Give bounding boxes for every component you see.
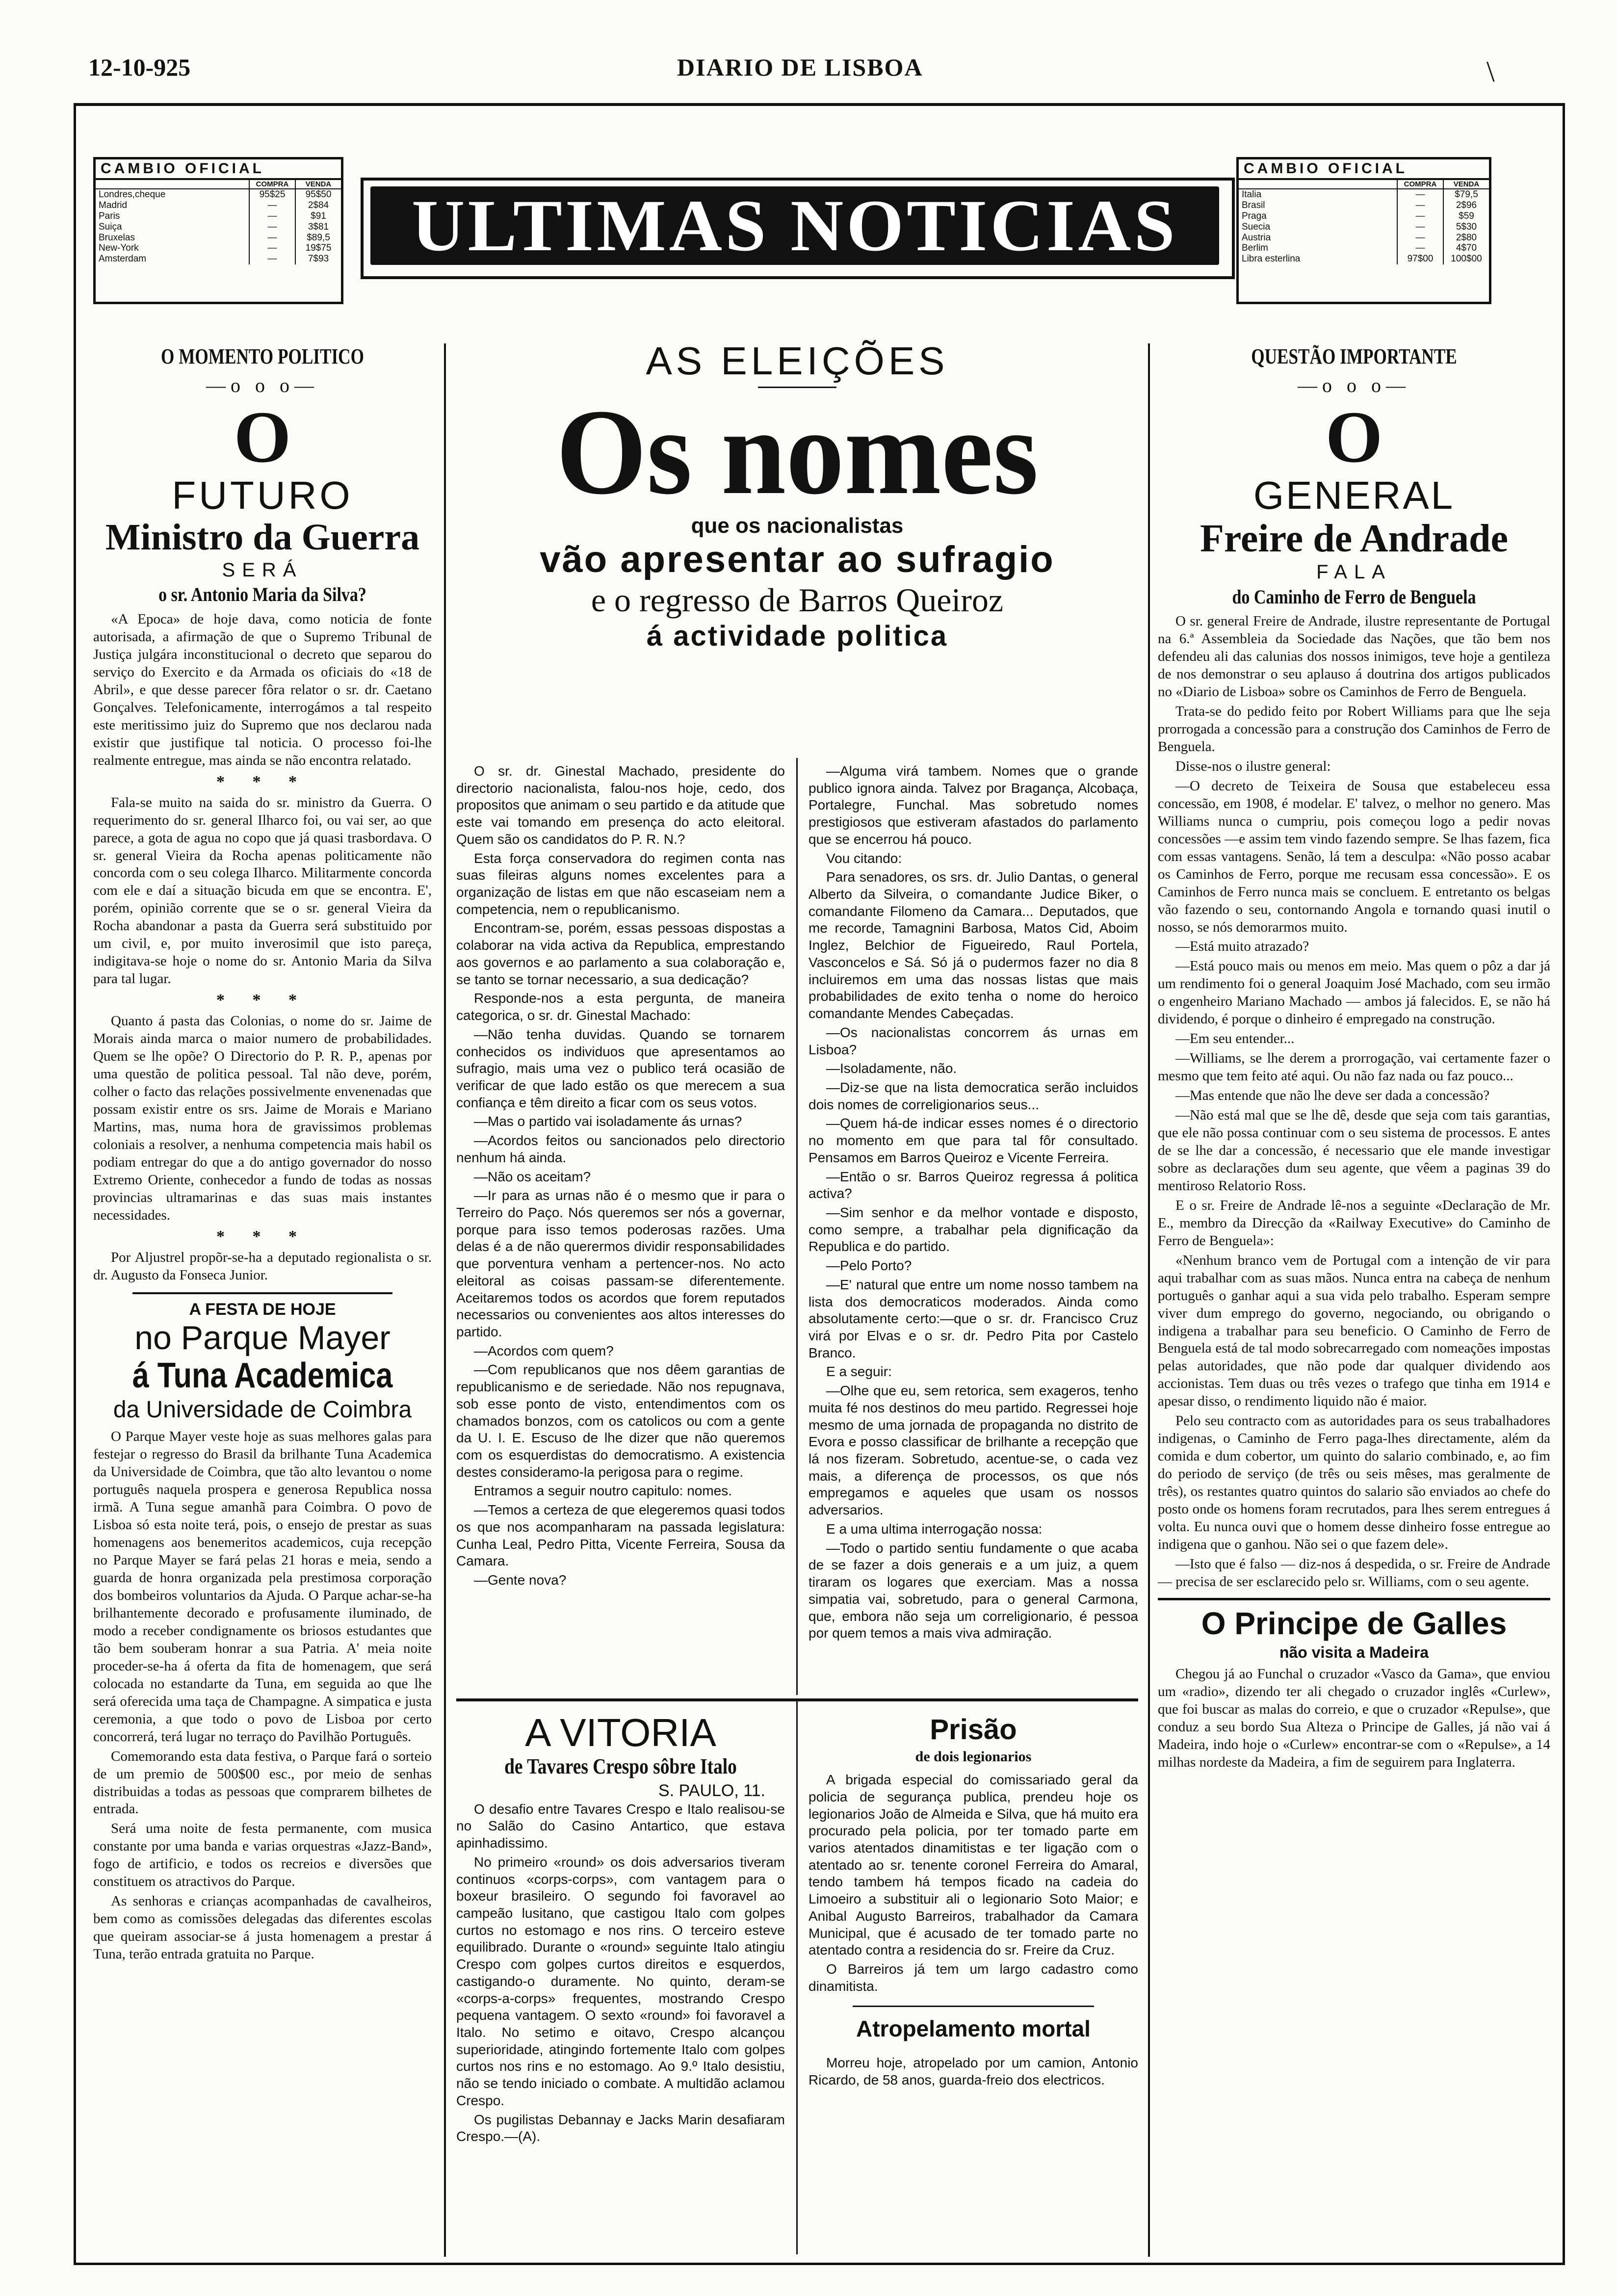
rate-row — [1239, 233, 1489, 243]
left-headline-4: o sr. Antonio Maria da Silva? — [158, 583, 366, 606]
right-separator: —o o o— — [1298, 374, 1410, 396]
center-kicker: AS ELEIÇÕES — [646, 339, 949, 383]
rate-row — [1239, 189, 1489, 200]
exchange-table-left — [93, 157, 343, 304]
paragraph: Disse-nos o ilustre general: — [1175, 758, 1331, 774]
rule-center-hr — [456, 1698, 1138, 1701]
rate-name: Berlim — [1242, 243, 1268, 254]
rate-venda: 2$96 — [1443, 200, 1489, 211]
left-separator: —o o o— — [206, 374, 319, 396]
rate-venda: 2$80 — [1443, 233, 1489, 243]
rate-name: Londres,cheque — [99, 189, 166, 200]
paragraph: —Está pouco mais ou menos em meio. Mas quem o pôz a dar já um rendimento foi o general Joaquim José Machado, com seu irmão o engenheiro Mariano Machado — ambos já falecidos. E, se não há dividendo, é porque o dinheiro é empregado na construção. — [1158, 958, 1550, 1027]
right-headline-4: do Caminho de Ferro de Benguela — [1232, 585, 1476, 608]
rate-name: Amsterdam — [99, 254, 147, 264]
left-column — [93, 343, 432, 1965]
rate-column-header: VENDA — [1443, 180, 1489, 189]
prisao-headline-2: de dois legionarios — [915, 1748, 1032, 1765]
rate-name: Austria — [1242, 232, 1271, 243]
paragraph: «Nenhum branco vem de Portugal com a intenção de vir para aqui trabalhar com as suas mãos. Nunca entra na cabeça de nenhum português o ganhar aqui a sua vida pelo trabalho. Esperam sempre viver dum emprego do governo, negociando, ou obrigando o indigena a trabalhar para seu beneficio. O Caminho de Ferro de Benguela está de tal modo sobrecarregado com nomeações impostas pelas autoridades, que não pode dar qualquer dividendo aos accionistas. Tem duas ou três vezes o trafego que tinha em 1914 e apesar disso, o rendimento liquido não é maior. — [1158, 1252, 1550, 1409]
atropelamento-body — [808, 2055, 1138, 2088]
paragraph: —Olhe que eu, sem retorica, sem exageros, tenho muita fé nos destinos do meu partido. Regressei hoje mesmo de uma jornada de propaganda no distrito de Evora e posso classificar de brilhante a recepção que lá nos fizeram. Sobretudo, acentue-se, o cada vez mais, a diferença de processos, os que nós empregamos e aqueles que usam os nossos adversarios. — [808, 1383, 1138, 1518]
paragraph: —Isoladamente, não. — [826, 1061, 957, 1076]
center-headline-1: que os nacionalistas — [691, 514, 904, 538]
right-headline-3: FALA — [1316, 561, 1392, 583]
rate-row — [1239, 200, 1489, 211]
rate-venda: 7$93 — [295, 254, 341, 264]
paragraph: O desafio entre Tavares Crespo e Italo realisou-se no Salão do Casino Antartico, que estava apinhadissimo. — [456, 1801, 785, 1851]
paragraph: —Em seu entender... — [1175, 1031, 1295, 1047]
rate-column-header: COMPRA — [249, 180, 295, 189]
rate-row — [96, 243, 341, 254]
paragraph: —Quem há-de indicar esses nomes é o directorio no momento em que para tal fôr consultado. Pensamos em Barros Queiroz e Vicente Ferreira. — [808, 1116, 1138, 1165]
left-headline-2: Ministro da Guerra — [105, 517, 420, 558]
rate-compra: — — [249, 243, 295, 254]
vitoria-headline-1: A VITORIA — [525, 1711, 716, 1754]
rate-name: Libra esterlina — [1242, 254, 1301, 264]
paragraph: Será uma noite de festa permanente, com musica constante por uma banda e varias orquestras «Jazz-Band», fogo de artificio, e todos os recreios e diversões que constituem os atractivos do Parque. — [93, 1821, 432, 1890]
paragraph: Pelo seu contracto com as autoridades para os seus trabalhadores indigenas, o Caminho de Ferro paga-lhes directamente, além da comida e dum cobertor, um quinto do salario combinado, e, ao fim do periodo de serviço (de três ou seis mêses, mas geralmente de três), os restantes quatro quintos do salario são enviados ao chefe do posto onde os homens foram recrutados, para lhes serem entregues á volta. Eu nunca ouvi que o homem desse dinheiro fosse entregue ao indigena que o ganhou. Não sei o que fazem dele». — [1158, 1413, 1550, 1552]
prisao-article — [808, 1712, 1138, 2091]
rate-venda: 100$00 — [1443, 254, 1489, 264]
paragraph: —Ir para as urnas não é o mesmo que ir para o Terreiro do Paço. Nós queremos ser nós a governar, porque para isso temos poderosas razões. Uma delas é a de não querermos dividir responsabilidades que porventura venham a pertencer-nos. No acto eleitoral as coisas passam-se diferentemente. Aceitaremos todos os acordos que forem reputados necessarios ou convenientes aos altos interesses do partido. — [456, 1188, 785, 1339]
rate-row — [96, 233, 341, 243]
paragraph: —Não tenha duvidas. Quando se tornarem conhecidos os individuos que apresentamos ao sufragio, mais uma vez o publico terá ocasião de verificar de que lado estão os que merecem a sua confiança e têm direito a ficar com os seus votos. — [456, 1026, 785, 1110]
banner-inner — [370, 186, 1219, 265]
paragraph: Comemorando esta data festiva, o Parque fará o sorteio de um premio de 500$00 esc., por meio de senhas distribuidas a todas as pessoas que comprarem bilhetes de entrada. — [93, 1748, 432, 1817]
frame-left — [74, 106, 76, 2265]
paragraph: Morreu hoje, atropelado por um camion, Antonio Ricardo, de 58 anos, guarda-freio dos electricos. — [808, 2055, 1138, 2088]
rate-compra: — — [1397, 200, 1443, 211]
right-kicker: QUESTÃO IMPORTANTE — [1251, 344, 1457, 368]
right-headline-2: Freire de Andrade — [1200, 517, 1509, 561]
paragraph: —Mas entende que não lhe deve ser dada a concessão? — [1175, 1088, 1490, 1104]
vitoria-headline-2: de Tavares Crespo sôbre Italo — [504, 1754, 737, 1778]
corner-mark: \ — [1487, 55, 1495, 88]
paragraph: Entramos a seguir noutro capitulo: nomes. — [474, 1483, 732, 1499]
galles-headline-2: não visita a Madeira — [1279, 1644, 1429, 1662]
stars-divider: * * * — [216, 1227, 309, 1246]
frame-bottom — [74, 2263, 1565, 2265]
rate-venda: 19$75 — [295, 243, 341, 254]
center-column-1 — [456, 763, 785, 1591]
rate-compra: — — [249, 222, 295, 233]
rate-name: New-York — [99, 243, 139, 254]
rate-name: Suiça — [99, 221, 122, 232]
paragraph: —Alguma virá tambem. Nomes que o grande publico ignora ainda. Talvez por Bragança, Alcobaça, Portalegre, Funchal. Mas sobretudo nomes prestigiosos que estiveram afastados do parlamento que se encerrou há pouco. — [808, 763, 1138, 847]
vitoria-dateline: S. PAULO, 11. — [658, 1781, 765, 1800]
paragraph: Encontram-se, porém, essas pessoas dispostas a colaborar na vida activa da Republica, emprestando aos governos e ao parlamento a sua colaboração e, se tanto se tornar necessario, a sua dedicação? — [456, 920, 785, 987]
paragraph: As senhoras e crianças acompanhadas de cavalheiros, bem como as comissões delegadas das diferentes escolas que queiram associar-se á justa homenagem a prestar á Tuna, terão entrada gratuita no Parque. — [93, 1893, 432, 1962]
paragraph: —Williams, se lhe derem a prorrogação, vai certamente fazer o mesmo que tem feito até aqui. Ou não faz nada ou faz pouco... — [1158, 1050, 1550, 1084]
galles-headline-1: O Principe de Galles — [1201, 1605, 1507, 1641]
vitoria-article — [456, 1712, 785, 2147]
center-headline-2: vão apresentar ao sufragio — [540, 539, 1055, 580]
festa-headline-1: no Parque Mayer — [134, 1319, 391, 1357]
left-headline-1: FUTURO — [172, 473, 353, 518]
paragraph: —Acordos feitos ou sancionados pelo directorio nenhum há ainda. — [456, 1133, 785, 1165]
right-body — [1158, 613, 1550, 1591]
left-paragraph: Quanto á pasta das Colonias, o nome do sr. Jaime de Morais ainda marca o maior numero de probabilidades. Quem se lhe opõe? O Directorio do P. R. P., apenas por uma questão de politica pessoal. Tal não deve, porém, colher o facto das relações possivelmente envenenadas que possam existir entre os srs. Jaime de Morais e Mariano Martins, mas, numa hora de gravissimos problemas coloniais a resolver, a nenhuma competencia mais habil os podiam entregar do que a do antigo governador do nosso Extremo Oriente, conhecedor a fundo de todas as nossas provincias ultramarinas e das suas mais instantes necessidades. — [93, 1013, 432, 1223]
left-headline-3: SERÁ — [222, 559, 303, 581]
rate-row — [96, 222, 341, 233]
banner-title: ULTIMAS NOTICIAS — [412, 185, 1178, 266]
masthead-rule — [74, 103, 1565, 106]
rate-venda: $89,5 — [295, 233, 341, 243]
paragraph: O Barreiros já tem um largo cadastro como dinamitista. — [808, 1961, 1138, 1994]
rate-name: Brasil — [1242, 200, 1265, 211]
right-headline-1: GENERAL — [1253, 473, 1455, 518]
paragraph: —Não está mal que se lhe dê, desde que seja com tais garantias, que ele não possa continuar com o seu sistema de processos. E antes de se lhe dar a concessão, é necessario que ele mande investigar sobre as declarações dum seu agente, que vêem a paginas 39 do mentiroso Relatorio Ross. — [1158, 1107, 1550, 1194]
center-headline — [456, 339, 1138, 652]
paragraph: —Gente nova? — [474, 1572, 567, 1588]
rate-venda: 5$30 — [1443, 222, 1489, 233]
paragraph: —Mas o partido vai isoladamente ás urnas? — [474, 1114, 742, 1129]
paragraph: Chegou já ao Funchal o cruzador «Vasco da Gama», que enviou um «radio», dizendo ter ali chegado o cruzador inglês «Curlew», que foi buscar as malas do correio, e que o cruzador «Repulse», que conduz a seu bordo Sua Alteza o Principe de Galles, já não vai á Madeira, indo hoje o «Curlew» encontrar-se com o «Repulse», a 14 milhas nordeste da Madeira, a fim de seguirem para Inglaterra. — [1158, 1666, 1550, 1770]
rule-center-mid-bottom — [796, 1700, 798, 2254]
paragraph: —Pelo Porto? — [826, 1258, 912, 1274]
paragraph: —Então o sr. Barros Queiroz regressa á politica activa? — [808, 1169, 1138, 1201]
paragraph: —O decreto de Teixeira de Sousa que estabeleceu essa concessão, em 1908, é modelar. E' talvez, o melhor no genero. Mas Williams nunca o cumpriu, pois começou logo a pedir novas concessões —e assim tem vindo fazendo sempre. Se lhas fazem, fica com essas vantagens. Senão, lá tem a desculpa: «Não posso acabar os Caminhos de Ferro, porque me recusam essa concessão». E os Caminhos de Ferro nunca mais se concluem. E entretanto os belgas vão fazendo o seu, contornando Angola e tornando quasi inutil o nosso, se nós demorarmos muito. — [1158, 778, 1550, 935]
rate-compra: — — [1397, 189, 1443, 200]
paragraph: —Não os aceitam? — [474, 1169, 591, 1184]
newspaper-title: DIARIO DE LISBOA — [677, 53, 923, 81]
exchange-table-right — [1236, 157, 1491, 304]
rate-venda: $91 — [295, 211, 341, 222]
paragraph: E a uma ultima interrogação nossa: — [826, 1521, 1043, 1537]
vitoria-body — [456, 1801, 785, 2145]
rate-name: Madrid — [99, 200, 128, 211]
rate-venda: 2$84 — [295, 200, 341, 211]
rate-row — [1239, 211, 1489, 222]
rate-venda: $59 — [1443, 211, 1489, 222]
paragraph: O sr. dr. Ginestal Machado, presidente do directorio nacionalista, falou-nos hoje, cedo, dos propositos que animam o seu partido e da atitude que este vai tomando em presença do acto eleitoral. Quem são os candidatos do P. R. N.? — [456, 763, 785, 847]
rate-row — [96, 211, 341, 222]
paragraph: —Acordos com quem? — [474, 1343, 614, 1358]
paragraph: —Todo o partido sentiu fundamente o que acaba de se fazer a dois generais e a um juiz, a quem tiraram os logares que exerciam. Mas a nossa simpatia vai, sobretudo, para o general Carmona, que, embora não seja um correligionario, é pessoa por quem temos a mais viva admiração. — [808, 1540, 1138, 1641]
festa-headline-2: á Tuna Academica — [132, 1356, 393, 1395]
rate-name: Praga — [1242, 210, 1267, 221]
rate-row — [96, 189, 341, 200]
center-column-2 — [808, 763, 1138, 1644]
center-headline-3: e o regresso de Barros Queiroz — [591, 581, 1004, 619]
paragraph: O sr. general Freire de Andrade, ilustre representante de Portugal na 6.ª Assembleia da Sociedade das Nações, que tão bem nos defendeu ali das calunias dos nossos inimigos, teve hoje a gentileza de nos demonstrar o seu aplauso á doutrina dos artigos publicados no «Diario de Lisboa» sobre os Caminhos de Ferro de Benguela. — [1158, 613, 1550, 700]
rule-center-mid — [796, 758, 798, 1695]
paragraph: Para senadores, os srs. dr. Julio Dantas, o general Alberto da Silveira, o comandante Judice Biker, o comandante Filomeno da Camara... Deputados, que me recorde, Tamagnini Barbosa, Matos Cid, Aboim Inglez, Belchior de Figueiredo, Raul Portela, Vasconcelos e Sá. Só já o pudermos fazer no dia 8 incluiremos em uma das nossas listas que mais probabilidades de exito tenha o nome do heroico comandante Mendes Cabeçadas. — [808, 869, 1138, 1021]
rate-row — [96, 200, 341, 211]
paragraph: E o sr. Freire de Andrade lê-nos a seguinte «Declaração de Mr. E., membro da Direcção da «Railway Executive» do Caminho de Ferro de Benguela»: — [1158, 1197, 1550, 1249]
paragraph: —Os nacionalistas concorrem ás urnas em Lisboa? — [808, 1024, 1138, 1057]
left-paragraph: Por Aljustrel propõr-se-ha a deputado regionalista o sr. dr. Augusto da Fonseca Junior. — [93, 1249, 432, 1283]
stars-divider: * * * — [216, 772, 309, 791]
rate-compra: — — [1397, 222, 1443, 233]
rate-compra: — — [249, 211, 295, 222]
stars-divider: * * * — [216, 991, 309, 1010]
paragraph: A brigada especial do comissariado geral da policia de segurança publica, prendeu hoje os legionarios João de Almeida e Silva, que há muito era procurado pela policia, por ter tomado parte em varios atentados dinamitistas e ter ligação com o atentado ao sr. tenente coronel Ferreira do Amaral, tendo tambem há tempos ficado na cadeia do Limoeiro a substituir ali o legionario Soto Maior; e Anibal Augusto Barreiros, trabalhador da Camara Municipal, que é acusado de ter tomado parte no atentado contra a residencia do sr. Freire da Cruz. — [808, 1772, 1138, 1958]
prisao-headline-1: Prisão — [930, 1714, 1017, 1746]
rate-compra: — — [1397, 243, 1443, 254]
rate-compra: — — [249, 200, 295, 211]
paragraph: —Com republicanos que nos dêem garantias de republicanismo e de seriedade. Não nos repugnava, sob esse ponto de visto, entendimentos com os chamados bonzos, com os catolicos ou com a gente da U. I. E. Escuso de lhe dizer que não queremos com os esquerdistas do democratismo. A existencia destes consideramo-la perigosa para o regime. — [456, 1362, 785, 1480]
prisao-body — [808, 1772, 1138, 1995]
paragraph: —Diz-se que na lista democratica serão incluidos dois nomes de correligionarios seus... — [808, 1079, 1138, 1112]
rule-center-right — [1148, 343, 1150, 2257]
issue-date: 12-10-925 — [88, 53, 191, 81]
paragraph: E a seguir: — [826, 1364, 892, 1380]
rate-compra: — — [1397, 233, 1443, 243]
masthead — [0, 0, 1617, 108]
rate-compra: — — [249, 233, 295, 243]
galles-body — [1158, 1666, 1550, 1772]
paragraph: —Temos a certeza de que elegeremos quasi todos os que nos acompanharam na passada legislatura: Cunha Leal, Pedro Pitta, Vicente Ferreira, Sousa da Camara. — [456, 1502, 785, 1569]
rate-name: Paris — [99, 210, 120, 221]
paragraph: Trata-se do pedido feito por Robert Williams para que lhe seja prorrogada a concessão para a construção dos Caminhos de Ferro de Benguela. — [1158, 704, 1550, 755]
paragraph: —E' natural que entre um nome nosso tambem na lista dos democraticos moderados. Ainda como absolutamente certo:—que o sr. dr. Francisco Cruz virá por Elvas e o sr. dr. Pedro Pita por Castelo Branco. — [808, 1277, 1138, 1360]
rate-compra: 95$25 — [249, 189, 295, 200]
paragraph: —Está muito atrazado? — [1175, 939, 1309, 955]
center-headline-4: á actividade politica — [646, 620, 948, 652]
paragraph: —Sim senhor e da melhor vontade e disposto, como sempre, a trabalhar pela dignificação da Republica e do partido. — [808, 1204, 1138, 1254]
festa-headline-3: da Universidade de Coimbra — [113, 1396, 412, 1423]
exchange-label-right: CAMBIO OFICIAL — [1239, 159, 1489, 180]
exchange-rates-right — [1239, 180, 1489, 264]
rate-name: Bruxelas — [99, 232, 135, 243]
festa-kicker: A FESTA DE HOJE — [189, 1300, 336, 1319]
paragraph: O Parque Mayer veste hoje as suas melhores galas para festejar o regresso do Brasil da brilhante Tuna Academica da Universidade de Coimbra, que tão alto levantou o nome português naquela prospera e generosa Republica nossa irmã. A Tuna segue amanhã para Coimbra. O povo de Lisboa só esta noite terá, pois, o ensejo de prestar as suas homenagens aos benemeritos academicos, cuja recepção no Parque Mayer se fará pelas 21 horas e meia, sendo a guarda de honra organizada pela prestimosa corporação dos bombeiros voluntarios da Ajuda. O Parque achar-se-ha brilhantemente decorado e profusamente iluminado, de modo a receber condignamente os briosos estudantes que tão bem souberam honrar a sua Patria. A' meia noite proceder-se-ha á oferta da fita de homenagem, que será colocada no estandarte da Tuna, em seguida ao que lhe será oferecida uma taça de Champagne. A simpatica e justa ceremonia, a que todo o povo de Lisboa por certo concorrerá, terá lugar no terraço do Pavilhão Português. — [93, 1429, 432, 1745]
frame-right — [1563, 106, 1565, 2265]
rate-row — [1239, 243, 1489, 254]
right-big-letter: O — [1325, 396, 1383, 478]
rate-venda: 4$70 — [1443, 243, 1489, 254]
paragraph: Os pugilistas Debannay e Jacks Marin desafiaram Crespo.—(A). — [456, 2112, 785, 2144]
paragraph: Vou citando: — [826, 850, 902, 866]
paragraph: —Isto que é falso — diz-nos á despedida, o sr. Freire de Andrade — precisa de ser esclarecido pelo sr. Williams, com o seu agente. — [1158, 1556, 1550, 1590]
rate-column-header: VENDA — [295, 180, 341, 189]
rate-row — [1239, 222, 1489, 233]
left-kicker: O MOMENTO POLITICO — [161, 344, 364, 368]
right-column — [1158, 343, 1550, 1774]
rate-row — [96, 254, 341, 264]
rate-venda: $79,5 — [1443, 189, 1489, 200]
rate-column-header: COMPRA — [1397, 180, 1443, 189]
exchange-rates-left — [96, 180, 341, 264]
atropelamento-headline: Atropelamento mortal — [856, 2016, 1091, 2042]
rule-left-center — [444, 343, 446, 2257]
left-big-letter: O — [234, 396, 291, 478]
paragraph: Esta força conservadora do regimen conta nas suas fileiras alguns nomes excelentes para a organização de listas em que não escaseiam nem a competencia, nem o republicanismo. — [456, 850, 785, 917]
center-big: Os nomes — [556, 384, 1039, 520]
rate-row — [1239, 254, 1489, 264]
rate-name: Italia — [1242, 189, 1262, 200]
exchange-label-left: CAMBIO OFICIAL — [96, 159, 341, 180]
rate-venda: 95$50 — [295, 189, 341, 200]
paragraph: Responde-nos a esta pergunta, de maneira categorica, o sr. dr. Ginestal Machado: — [456, 991, 785, 1023]
left-paragraph: «A Epoca» de hoje dava, como noticia de fonte autorisada, a afirmação de que o Supremo Tribunal de Justiça julgára inconstitucional o decreto que separou do serviço do Exercito e da Armada os oficiais do «18 de Abril», e que desse parecer fôra relator o sr. dr. Caetano Gonçalves. Telefonicamente, interrogámos a tal respeito este meritissimo juiz do Supremo que nos declarou nada existir que justifique tal noticia. O processo foi-lhe realmente entregue, mas ainda se não encontra relatado. — [93, 611, 432, 768]
rate-compra: — — [1397, 211, 1443, 222]
rate-venda: 3$81 — [295, 222, 341, 233]
rate-compra: — — [249, 254, 295, 264]
rate-compra: 97$00 — [1397, 254, 1443, 264]
left-paragraph: Fala-se muito na saida do sr. ministro da Guerra. O requerimento do sr. general Ilharco foi, ou vai ser, ao que parece, a gota de agua no copo que já quasi trasbordava. O sr. general Vieira da Rocha apenas politicamente não concorda com o seu colega Ilharco. Militarmente concorda com ele e daí a situação bicuda em que se encontra. E', porém, opinião corrente que se o sr. general Vieira da Rocha abandonar a pasta da Guerra será substituido por um civil, e, por muito inverosimil que isto pareça, indigitava-se hoje o nome do sr. Antonio Maria da Silva para tal lugar. — [93, 794, 432, 987]
festa-body — [93, 1428, 432, 1963]
paragraph: No primeiro «round» os dois adversarios tiveram continuos «corps-corps», com vantagem para o boxeur brasileiro. O segundo foi favoravel ao campeão lusitano, que castigou Italo com golpes curtos no estomago e nos rins. O terceiro esteve equilibrado. Durante o «round» seguinte Italo atingiu Crespo com golpes curtos direitos e esquerdos, castigando-o duramente. No quinto, deram-se «corps-a-corps» frequentes, mostrando Crespo pequena vantagem. O sexto «round» foi favoravel a Italo. No setimo e oitavo, Crespo alcançou superioridade, atingindo fortemente Italo com golpes curtos nos rins e no estomago. Ao 9.º Italo desistiu, não se tendo iniciado o combate. A multidão aclamou Crespo. — [456, 1854, 785, 2108]
rate-name: Suecia — [1242, 221, 1271, 232]
